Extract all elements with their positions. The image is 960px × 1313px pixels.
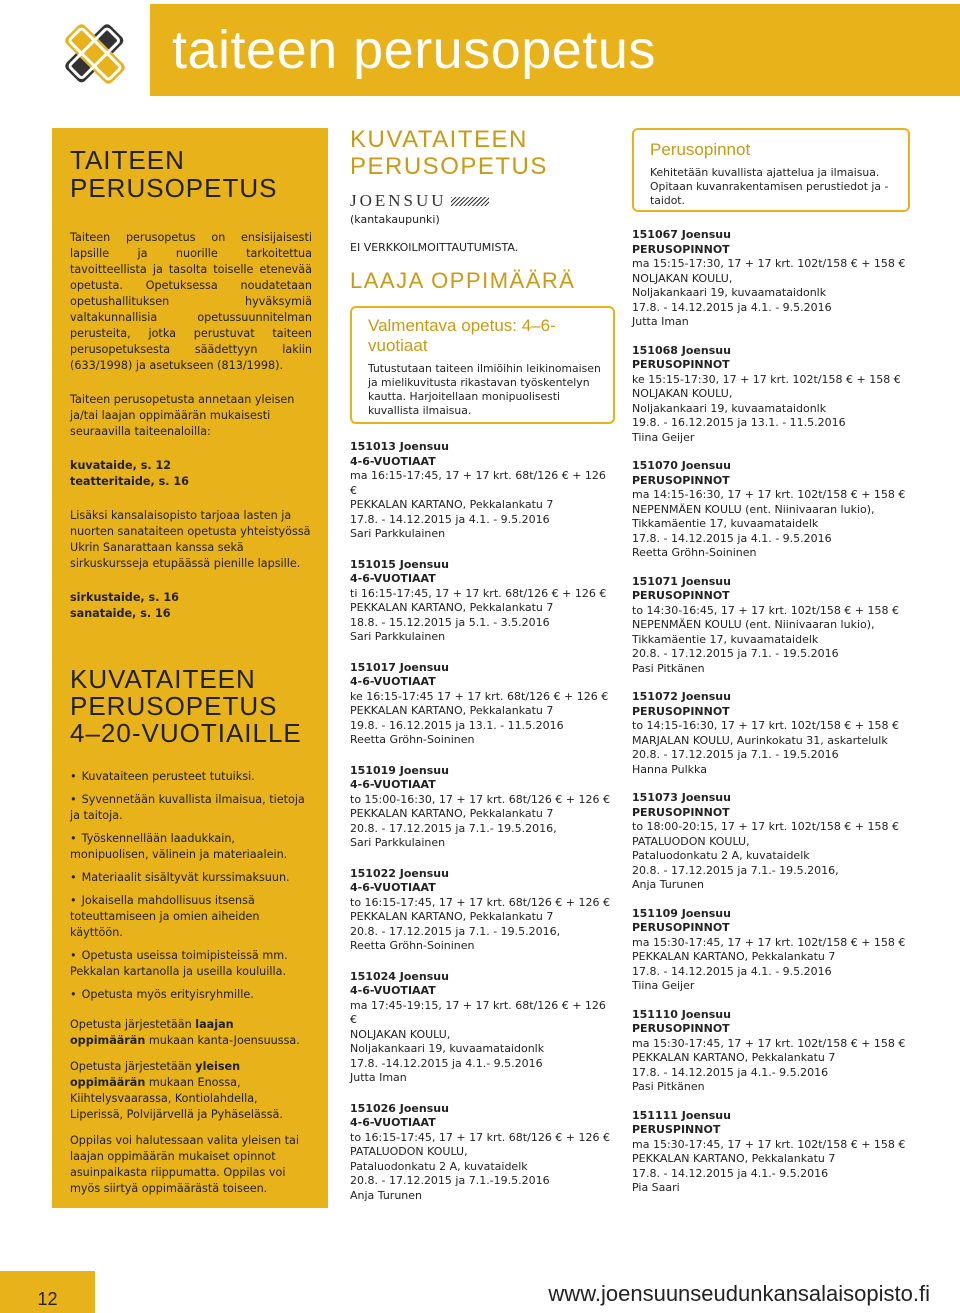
location-heading — [350, 191, 615, 210]
course-item: 151070 Joensuu PERUSOPINNOT ma 14:15-16:30, 17 + 17 krt. 102t/158 € + 158 € NEPENMÄEN KOULU (ent. Niinivaaran lukio), Tikkamäentie 17, kuvaamataidelk 17.8. - 14.12.2015 ja 4.1. - 9.5.2016 Reetta Gröhn-Soininen — [632, 459, 906, 559]
course-item: 151015 Joensuu 4-6-VUOTIAAT ti 16:15-17:45, 17 + 17 krt. 68t/126 € + 126 € PEKKALAN KARTANO, Pekkalankatu 7 18.8. - 15.12.2015 ja 5.1. - 3.5.2016 Sari Parkkulainen — [350, 557, 607, 643]
box-text: Tutustutaan taiteen ilmiöihin leikinomaisen ja mielikuvitusta rikastavan työskentelyn kautta. Harjoitellaan monipuolisesti kuvallista ilmaisua. — [368, 362, 601, 417]
info-box — [632, 128, 910, 212]
list-item: • Syvennetään kuvallista ilmaisua, tietoja ja taitoja. — [70, 792, 312, 824]
box-title: Perusopinnot — [650, 140, 751, 159]
info-paragraph: Oppilas voi halutessaan valita yleisen tai laajan oppimäärän mukaiset opinnot asuinpaikasta riippumatta. Oppilas voi myös siirtyä oppimäärästä toiseen. — [70, 1134, 299, 1195]
course-item: 151071 Joensuu PERUSOPINNOT to 14:30-16:45, 17 + 17 krt. 102t/158 € + 158 € NEPENMÄEN KOULU (ent. Niinivaaran lukio), Tikkamäentie 17, kuvaamataidelk 20.8. - 17.12.2015 ja 7.1. - 19.5.2016 Pasi Pitkänen — [632, 574, 900, 675]
list-item: • Jokaisella mahdollisuus itsensä toteuttamiseen ja omien aiheiden käyttöön. — [70, 893, 312, 941]
course-item: 151024 Joensuu 4-6-VUOTIAAT ma 17:45-19:15, 17 + 17 krt. 68t/126 € + 126 € NOLJAKAN KOULU, Noljakankaari 19, kuvaamataidonlk 17.8. -14.12.2015 ja 4.1.- 9.5.2016 Jutta Iman — [350, 969, 606, 1084]
age-heading: KUVATAITEEN PERUSOPETUS 4–20-VUOTIAILLE — [70, 664, 302, 748]
course-item: 151026 Joensuu 4-6-VUOTIAAT to 16:15-17:45, 17 + 17 krt. 68t/126 € + 126 € PATALUODON KOULU, Pataluodonkatu 2 A, kuvataidelk 20.8. - 17.12.2015 ja 7.1.-19.5.2016 Anja Turunen — [350, 1101, 611, 1202]
course-item: 151022 Joensuu 4-6-VUOTIAAT to 16:15-17:45, 17 + 17 krt. 68t/126 € + 126 € PEKKALAN KARTANO, Pekkalankatu 7 20.8. - 17.12.2015 ja 7.1. - 19.5.2016, Reetta Gröhn-Soininen — [350, 866, 611, 952]
course-item: 151019 Joensuu 4-6-VUOTIAAT to 15:00-16:30, 17 + 17 krt. 68t/126 € + 126 € PEKKALAN KARTANO, Pekkalankatu 7 20.8. - 17.12.2015 ja 7.1.- 19.5.2016, Sari Parkkulainen — [350, 763, 611, 849]
feature-list — [70, 769, 312, 1003]
page-number: 12 — [0, 1271, 95, 1313]
course-item: 151111 Joensuu PERUSPINNOT ma 15:30-17:45, 17 + 17 krt. 102t/158 € + 158 € PEKKALAN KARTANO, Pekkalankatu 7 17.8. - 14.12.2015 ja 4.1.- 9.5.2016 Pia Saari — [632, 1108, 906, 1194]
course-item: 151013 Joensuu 4-6-VUOTIAAT ma 16:15-17:45, 17 + 17 krt. 68t/126 € + 126 € PEKKALAN KARTANO, Pekkalankatu 7 17.8. - 14.12.2015 ja 4.1. - 9.5.2016 Sari Parkkulainen — [350, 440, 606, 540]
hatch-decoration — [451, 197, 489, 206]
course-item: 151072 Joensuu PERUSOPINNOT to 14:15-16:30, 17 + 17 krt. 102t/158 € + 158 € MARJALAN KOULU, Aurinkokatu 31, askartelulk 20.8. - 17.12.2015 ja 7.1. - 19.5.2016 Hanna Pulkka — [632, 690, 900, 776]
location-sub: (kantakaupunki) — [350, 212, 440, 226]
subject-ref: sirkustaide, s. 16 — [70, 591, 179, 604]
intro-heading: TAITEEN PERUSOPETUS — [70, 145, 278, 203]
course-item: 151110 Joensuu PERUSOPINNOT ma 15:30-17:45, 17 + 17 krt. 102t/158 € + 158 € PEKKALAN KARTANO, Pekkalankatu 7 17.8. - 14.12.2015 ja 4.1.- 9.5.2016 Pasi Pitkänen — [632, 1007, 906, 1093]
info-box — [350, 306, 615, 424]
course-item: 151068 Joensuu PERUSOPINNOT ke 15:15-17:30, 17 + 17 krt. 102t/158 € + 158 € NOLJAKAN KOULU, Noljakankaari 19, kuvaamataidonlk 19.8. - 16.12.2015 ja 13.1. - 11.5.2016 Tiina Geijer — [632, 343, 901, 444]
intro-text: Taiteen perusopetus on ensisijaisesti lapsille ja nuorille tarkoitettua tavoitteellista ja tasolta toiselle etenevää opetusta. Opetuksessa noudatetaan opetushallituksen hyväksymiä valtakunnallisia opetussuunnitelman perusteita, jotka perustuvat taiteen perusopetuksesta säädettyyn lakiin (633/1998) ja asetukseen (813/1998). — [70, 231, 312, 372]
subject-ref: sanataide, s. 16 — [70, 607, 171, 620]
info-paragraph: Opetusta järjestetään yleisen oppimäärän mukaan Enossa, Kiihtelysvaarassa, Kontiolahdella, Liperissä, Polvijärvellä ja Pyhäselässä. — [70, 1060, 283, 1121]
list-item: • Opetusta myös erityisryhmille. — [70, 987, 312, 1003]
course-item: 151109 Joensuu PERUSOPINNOT ma 15:30-17:45, 17 + 17 krt. 102t/158 € + 158 € PEKKALAN KARTANO, Pekkalankatu 7 17.8. - 14.12.2015 ja 4.1. - 9.5.2016 Tiina Geijer — [632, 906, 906, 992]
registration-notice: EI VERKKOILMOITTAUTUMISTA. — [350, 241, 519, 254]
intro-column — [52, 128, 328, 1208]
course-list — [350, 440, 615, 1203]
section-heading: KUVATAITEEN PERUSOPETUS — [350, 126, 548, 180]
list-item: • Materiaalit sisältyvät kurssimaksuun. — [70, 870, 312, 886]
extra-text: Lisäksi kansalaisopisto tarjoaa lasten ja nuorten sanataiteen opetusta yhteistyössä Ukrin Sanarattaan kanssa sekä sirkuskursseja etupäässä pienille lapsille. — [70, 509, 311, 570]
subjects-text: Taiteen perusopetusta annetaan yleisen ja/tai laajan oppimäärän mukaisesti seuraavilla taiteenaloilla: — [70, 393, 295, 438]
curriculum-heading: LAAJA OPPIMÄÄRÄ — [350, 267, 576, 293]
courses-column-1 — [350, 126, 615, 1203]
location-label: JOENSUU — [350, 191, 447, 210]
website-url[interactable]: www.joensuunseudunkansalaisopisto.fi — [548, 1281, 930, 1306]
list-item: • Työskennellään laadukkain, monipuolisen, välinein ja materiaalein. — [70, 831, 312, 863]
course-item: 151017 Joensuu 4-6-VUOTIAAT ke 16:15-17:45 17 + 17 krt. 68t/126 € + 126 € PEKKALAN KARTANO, Pekkalankatu 7 19.8. - 16.12.2015 ja 13.1. - 11.5.2016 Reetta Gröhn-Soininen — [350, 660, 609, 746]
page-title: taiteen perusopetus — [172, 20, 656, 80]
courses-column-2 — [632, 128, 910, 1196]
box-text: Kehitetään kuvallista ajattelua ja ilmaisua. Opitaan kuvanrakentamisen perustiedot ja -taidot. — [650, 166, 889, 207]
list-item: • Opetusta useissa toimipisteissä mm. Pekkalan kartanolla ja useilla kouluilla. — [70, 948, 312, 980]
logo-icon — [56, 14, 134, 94]
subject-ref: teatteritaide, s. 16 — [70, 475, 189, 488]
box-title: Valmentava opetus: 4–6-vuotiaat — [368, 316, 556, 355]
course-item: 151067 Joensuu PERUSOPINNOT ma 15:15-17:30, 17 + 17 krt. 102t/158 € + 158 € NOLJAKAN KOULU, Noljakankaari 19, kuvaamataidonlk 17.8. - 14.12.2015 ja 4.1. - 9.5.2016 Jutta Iman — [632, 228, 906, 328]
course-list — [632, 228, 910, 1196]
course-item: 151073 Joensuu PERUSOPINNOT to 18:00-20:15, 17 + 17 krt. 102t/158 € + 158 € PATALUODON KOULU, Pataluodonkatu 2 A, kuvataidelk 20.8. - 17.12.2015 ja 7.1.- 19.5.2016, Anja Turunen — [632, 791, 900, 891]
info-paragraph: Opetusta järjestetään laajan oppimäärän mukaan kanta-Joensuussa. — [70, 1018, 300, 1047]
list-item: • Kuvataiteen perusteet tutuiksi. — [70, 769, 312, 785]
subject-ref: kuvataide, s. 12 — [70, 459, 172, 472]
title-bar — [150, 4, 960, 96]
